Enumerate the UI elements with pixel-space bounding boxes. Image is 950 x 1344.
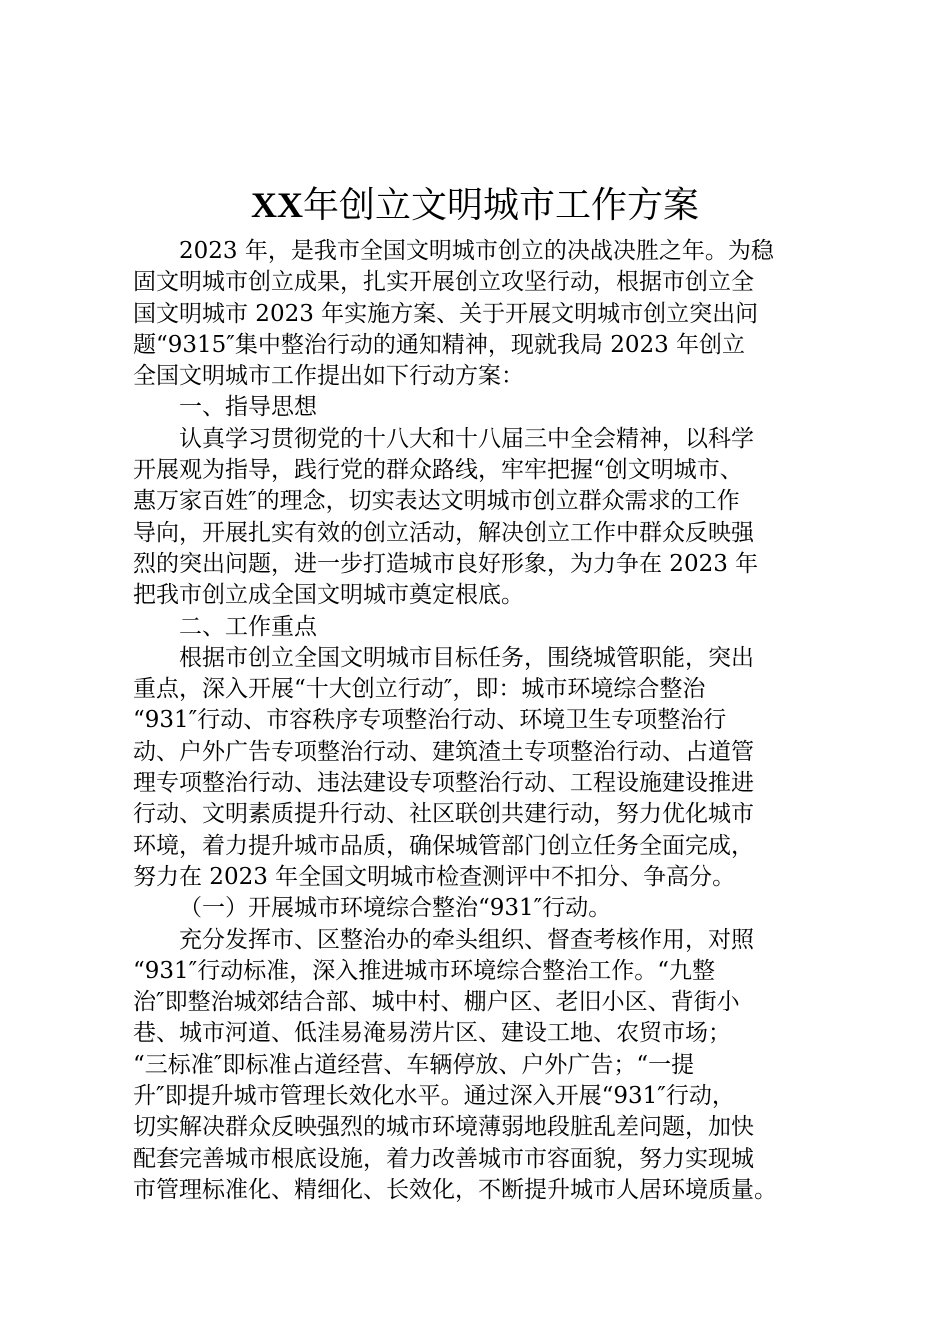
text-line: 开展观为指导，践行党的群众路线，牢牢把握“创文明城市、 (133, 457, 743, 484)
text-line: 努力在 2023 年全国文明城市检查测评中不扣分、争高分。 (133, 863, 736, 890)
text-line: 巷、城市河道、低洼易淹易涝片区、建设工地、农贸市场； (133, 1020, 731, 1047)
text-line: 根据市创立全国文明城市目标任务，围绕城管职能，突出 (179, 644, 754, 671)
text-line: 导向，开展扎实有效的创立活动，解决创立工作中群众反映强 (133, 519, 754, 546)
text-line: 题“9315″集中整治行动的通知精神，现就我局 2023 年创立 (133, 331, 746, 358)
text-line: 动、户外广告专项整治行动、建筑渣土专项整治行动、占道管 (133, 738, 754, 765)
text-line: 烈的突出问题，进一步打造城市良好形象，为力争在 2023 年 (133, 550, 759, 577)
text-line: 治″即整治城郊结合部、城中村、棚户区、老旧小区、背街小 (133, 989, 740, 1016)
subsection-heading: （一）开展城市环境综合整治“931″行动。 (179, 895, 612, 922)
text-line: 升″即提升城市管理长效化水平。通过深入开展“931″行动， (133, 1083, 735, 1110)
title-text: 年创立文明城市工作方案 (302, 185, 699, 226)
document-body (133, 236, 823, 1206)
text-line: 配套完善城市根底设施，着力改善城市市容面貌，努力实现城 (133, 1145, 754, 1172)
title-prefix: XX (250, 185, 303, 225)
text-line: “三标准″即标准占道经营、车辆停放、户外广告；“一提 (133, 1051, 695, 1078)
section-heading: 一、指导思想 (179, 394, 317, 421)
text-line: 国文明城市 2023 年实施方案、关于开展文明城市创立突出问 (133, 300, 759, 327)
text-line: 重点，深入开展“十大创立行动″，即：城市环境综合整治 (133, 676, 706, 703)
document-title (0, 182, 950, 229)
text-line: 行动、文明素质提升行动、社区联创共建行动，努力优化城市 (133, 801, 754, 828)
text-line: 惠万家百姓″的理念，切实表达文明城市创立群众需求的工作 (133, 488, 740, 515)
text-line: 理专项整治行动、违法建设专项整治行动、工程设施建设推进 (133, 770, 754, 797)
text-line: 充分发挥市、区整治办的牵头组织、督查考核作用，对照 (179, 926, 754, 953)
text-line: 全国文明城市工作提出如下行动方案： (133, 363, 524, 390)
text-line: “931″行动标准，深入推进城市环境综合整治工作。“九整 (133, 957, 716, 984)
text-line: 2023 年，是我市全国文明城市创立的决战决胜之年。为稳 (179, 238, 774, 264)
text-line: 环境，着力提升城市品质，确保城管部门创立任务全面完成， (133, 832, 754, 859)
text-line: 固文明城市创立成果，扎实开展创立攻坚行动，根据市创立全 (133, 269, 754, 296)
text-line: 市管理标准化、精细化、长效化，不断提升城市人居环境质量。 (133, 1176, 777, 1203)
text-line: “931″行动、市容秩序专项整治行动、环境卫生专项整治行 (133, 707, 727, 734)
text-line: 切实解决群众反映强烈的城市环境薄弱地段脏乱差问题，加快 (133, 1114, 754, 1141)
text-line: 把我市创立成全国文明城市奠定根底。 (133, 582, 524, 609)
section-heading: 二、工作重点 (179, 613, 317, 640)
text-line: 认真学习贯彻党的十八大和十八届三中全会精神，以科学 (179, 425, 754, 452)
